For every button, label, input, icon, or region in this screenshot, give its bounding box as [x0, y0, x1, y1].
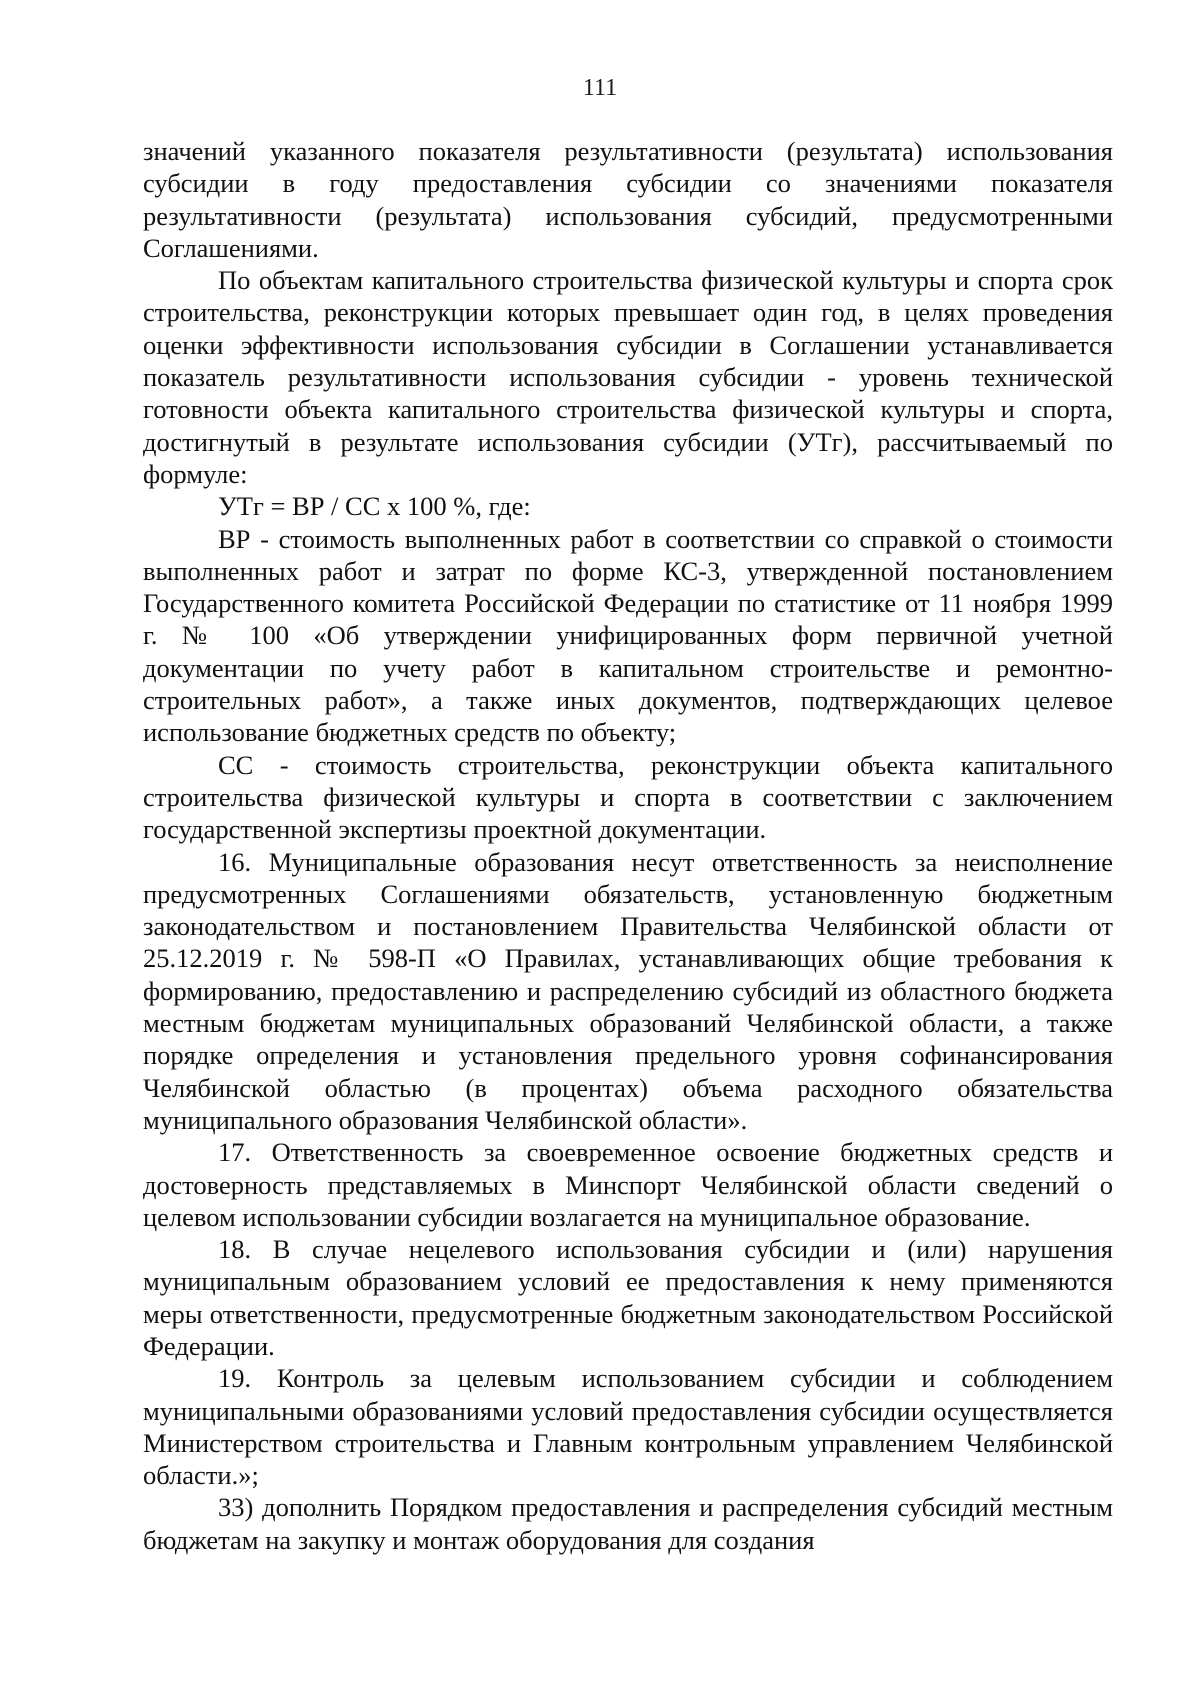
paragraph-item-19: 19. Контроль за целевым использованием субсидии и соблюдением муниципальными образованиями условий предоставления субсидии осуществляется Министерством строительства и Главным контрольным управлением Челябинской области.»; — [143, 1363, 1113, 1491]
paragraph-ss-definition: СС - стоимость строительства, реконструкции объекта капитального строительства физической культуры и спорта в соответствии с заключением государственной экспертизы проектной документации. — [143, 749, 1113, 845]
paragraph-item-16: 16. Муниципальные образования несут ответственность за неисполнение предусмотренных Соглашениями обязательств, установленную бюджетным законодательством и постановлением Правительства Челябинской области от 25.12.2019 г. № 598-П «О Правилах, устанавливающих общие требования к формированию, предоставлению и распределению субсидий из областного бюджета местным бюджетам муниципальных образований Челябинской области, а также порядке определения и установления предельного уровня софинансирования Челябинской областью (в процентах) объема расходного обязательства муниципального образования Челябинской области». — [143, 846, 1113, 1135]
paragraph-item-33: 33) дополнить Порядком предоставления и распределения субсидий местным бюджетам на закупку и монтаж оборудования для создания — [143, 1492, 1113, 1555]
formula-line: УТг = ВР / СС х 100 %, где: — [218, 491, 531, 522]
paragraph-item-17: 17. Ответственность за своевременное освоение бюджетных средств и достоверность представляемых в Минспорт Челябинской области сведений о целевом использовании субсидии возлагается на муниципальное образование. — [143, 1137, 1113, 1232]
document-body — [143, 135, 1113, 1556]
paragraph-vr-definition: ВР - стоимость выполненных работ в соответствии со справкой о стоимости выполненных работ и затрат по форме КС-3, утвержденной постановлением Государственного комитета Российской Федерации по статистике от 11 ноября 1999 г. № 100 «Об утверждении унифицированных форм первичной учетной документации по учету работ в капитальном строительстве и ремонтно-строительных работ», а также иных документов, подтверждающих целевое использование бюджетных средств по объекту; — [143, 523, 1113, 748]
page-number: 111 — [582, 75, 618, 101]
paragraph-continuation: значений указанного показателя результативности (результата) использования субсидии в году предоставления субсидии со значениями показателя результативности (результата) использования субсидий, предусмотренными Соглашениями. — [143, 136, 1113, 263]
paragraph-item-18: 18. В случае нецелевого использования субсидии и (или) нарушения муниципальным образованием условий ее предоставления к нему применяются меры ответственности, предусмотренные бюджетным законодательством Российской Федерации. — [143, 1234, 1113, 1361]
paragraph-capital-construction: По объектам капитального строительства физической культуры и спорта срок строительства, реконструкции которых превышает один год, в целях проведения оценки эффективности использования субсидии в Соглашении устанавливается показатель результативности использования субсидии - уровень технической готовности объекта капитального строительства физической культуры и спорта, достигнутый в результате использования субсидии (УТг), рассчитываемый по формуле: — [143, 265, 1113, 489]
